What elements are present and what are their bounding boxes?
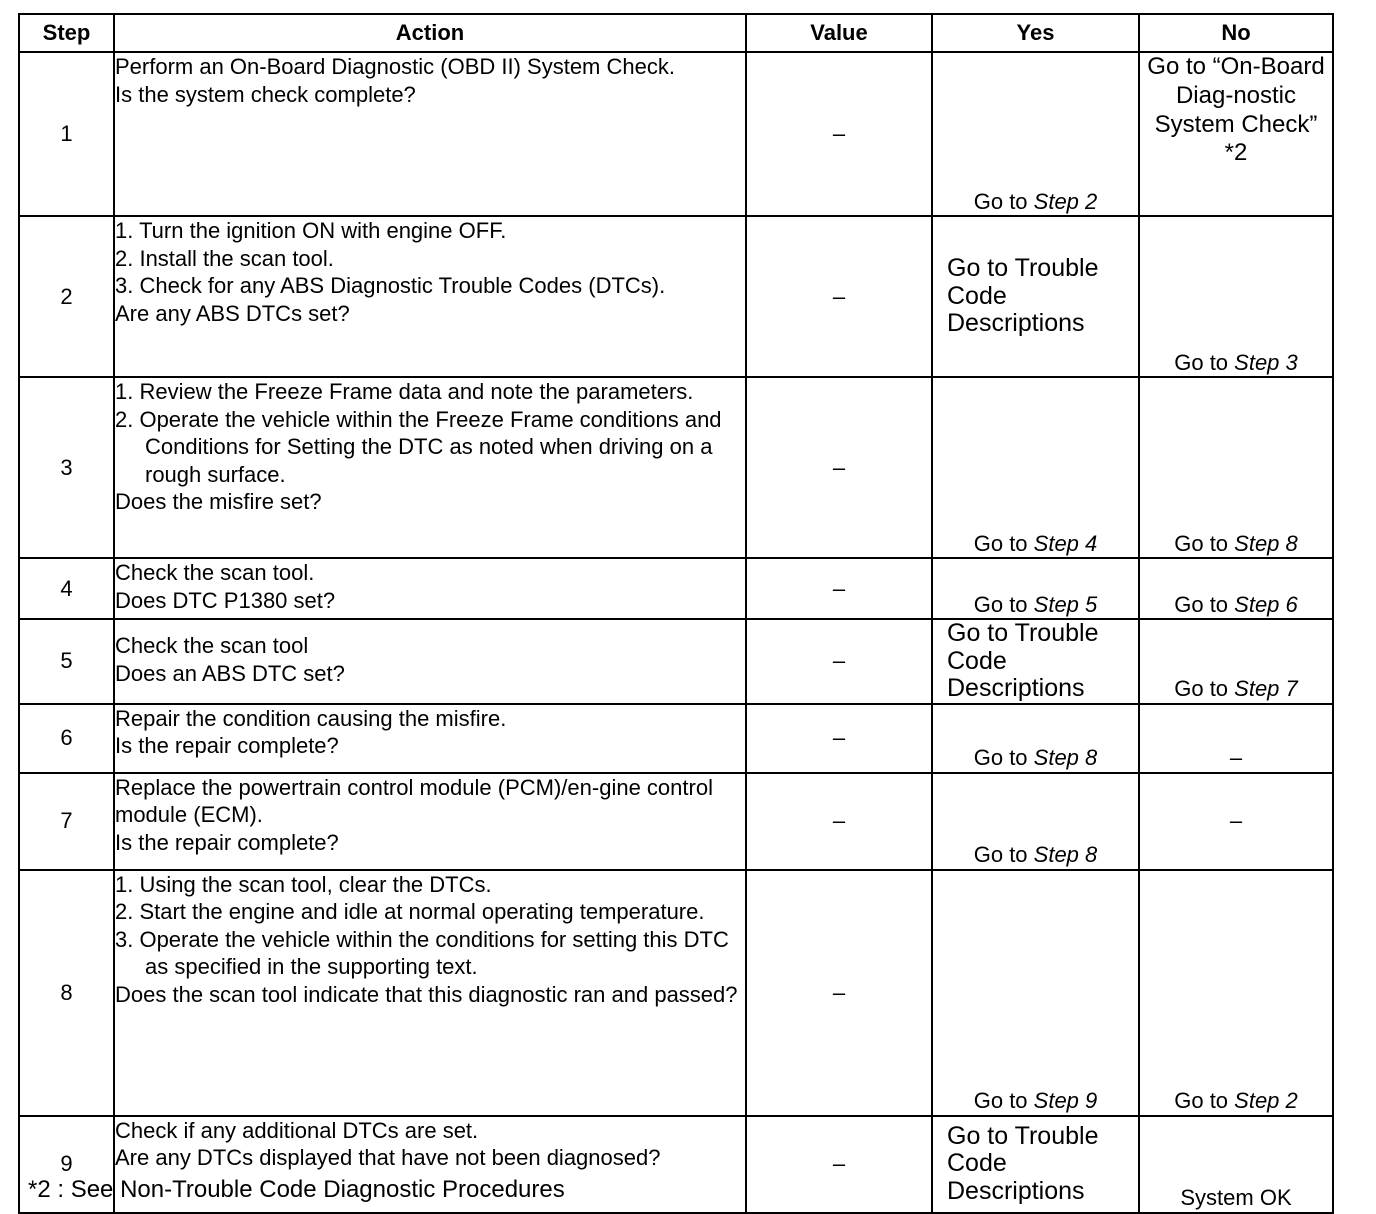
action-question: Is the repair complete? [115,733,339,758]
no-prefix: Go to [1174,349,1235,375]
yes-cell: Go to Trouble Code Descriptions [932,216,1139,377]
table-row [19,870,1333,1116]
value-cell: – [746,619,932,704]
yes-prefix: Go to [973,591,1034,617]
no-cell: Go to “On-Board Diag-nostic System Check” *2 [1139,52,1333,216]
action-line: 2. Operate the vehicle within the Freeze Frame conditions and Conditions for Setting the DTC as noted when driving on a rough surface. [115,406,722,487]
action-line: Check the scan tool [115,633,309,658]
action-line: Check if any additional DTCs are set. [115,1117,479,1143]
action-cell [114,704,746,773]
no-cell [1139,870,1333,1116]
action-line: Repair the condition causing the misfire. [115,705,507,731]
no-prefix: Go to [1174,676,1235,702]
yes-step-link: Step 4 [1033,530,1098,556]
yes-step-link: Step 5 [1033,591,1098,617]
value-cell: – [746,558,932,619]
yes-step-link: Step 8 [1033,745,1098,771]
value-cell: – [746,216,932,377]
value-cell: – [746,704,932,773]
yes-cell [932,377,1139,558]
diagnostic-table [18,13,1334,1214]
header-yes: Yes [932,14,1139,52]
step-number: 3 [19,377,114,558]
no-prefix: Go to [1174,591,1235,617]
action-question: Does the scan tool indicate that this diagnostic ran and passed? [115,981,738,1007]
table-row [19,704,1333,773]
no-cell [1139,216,1333,377]
step-number: 1 [19,52,114,216]
no-cell [1139,558,1333,619]
action-question: Are any DTCs displayed that have not been diagnosed? [115,1145,661,1170]
no-cell [1139,619,1333,704]
no-cell [1139,377,1333,558]
no-step-link: Step 3 [1234,349,1298,375]
step-number: 2 [19,216,114,377]
action-line: 3. Operate the vehicle within the conditions for setting this DTC as specified in the supporting text. [115,926,729,979]
step-number: 5 [19,619,114,704]
no-cell: – [1139,704,1333,773]
action-question: Does the misfire set? [115,489,322,514]
action-cell [114,773,746,870]
header-action: Action [114,14,746,52]
header-row [19,14,1333,52]
action-question: Is the repair complete? [115,829,339,855]
action-question: Is the system check complete? [115,81,416,107]
yes-prefix: Go to [973,745,1034,771]
no-prefix: Go to [1174,1088,1235,1114]
header-value: Value [746,14,932,52]
action-line: Perform an On-Board Diagnostic (OBD II) System Check. [115,54,675,79]
table-row [19,216,1333,377]
action-cell [114,52,746,216]
step-number: 4 [19,558,114,619]
action-question: Are any ABS DTCs set? [115,300,350,326]
action-line: 1. Turn the ignition ON with engine OFF. [115,218,507,243]
action-question: Does an ABS DTC set? [115,660,345,686]
action-line: 1. Review the Freeze Frame data and note the parameters. [115,379,694,404]
value-cell: – [746,870,932,1116]
action-line: 2. Install the scan tool. [115,245,334,271]
yes-step-link: Step 8 [1033,842,1098,868]
value-cell: – [746,377,932,558]
yes-step-link: Step 9 [1033,1088,1098,1114]
action-line: Check the scan tool. [115,560,315,585]
no-step-link: Step 2 [1234,1088,1298,1114]
table-row [19,558,1333,619]
table-row [19,377,1333,558]
header-step: Step [19,14,114,52]
table-row [19,619,1333,704]
yes-cell: Go to Trouble Code Descriptions [932,1116,1139,1213]
yes-step-link: Step 2 [1033,188,1098,214]
table-row [19,773,1333,870]
step-number: 6 [19,704,114,773]
no-cell: System OK [1139,1116,1333,1213]
yes-cell [932,704,1139,773]
yes-prefix: Go to [973,188,1034,214]
action-cell [114,558,746,619]
action-question: Does DTC P1380 set? [115,587,336,613]
step-number: 7 [19,773,114,870]
action-cell [114,377,746,558]
no-prefix: Go to [1174,530,1235,556]
no-step-link: Step 6 [1234,591,1298,617]
step-number: 8 [19,870,114,1116]
value-cell: – [746,1116,932,1213]
yes-cell [932,870,1139,1116]
action-line: 3. Check for any ABS Diagnostic Trouble Codes (DTCs). [115,273,666,298]
action-cell [114,216,746,377]
yes-cell [932,558,1139,619]
header-no: No [1139,14,1333,52]
yes-prefix: Go to [973,842,1034,868]
yes-cell [932,52,1139,216]
yes-prefix: Go to [973,530,1034,556]
action-line: 2. Start the engine and idle at normal operating temperature. [115,899,705,924]
no-step-link: Step 7 [1234,676,1298,702]
no-step-link: Step 8 [1234,530,1298,556]
yes-prefix: Go to [973,1088,1034,1114]
value-cell: – [746,773,932,870]
value-cell: – [746,52,932,216]
action-line: Replace the powertrain control module (PCM)/en-gine control module (ECM). [115,774,713,827]
yes-cell [932,773,1139,870]
footnote: *2 : See Non-Trouble Code Diagnostic Procedures [28,1176,565,1203]
step-number: 9 [19,1116,114,1213]
table-row [19,52,1333,216]
action-cell [114,619,746,704]
action-line: 1. Using the scan tool, clear the DTCs. [115,871,492,897]
action-cell [114,870,746,1116]
no-cell: – [1139,773,1333,870]
yes-cell: Go to Trouble Code Descriptions [932,619,1139,704]
